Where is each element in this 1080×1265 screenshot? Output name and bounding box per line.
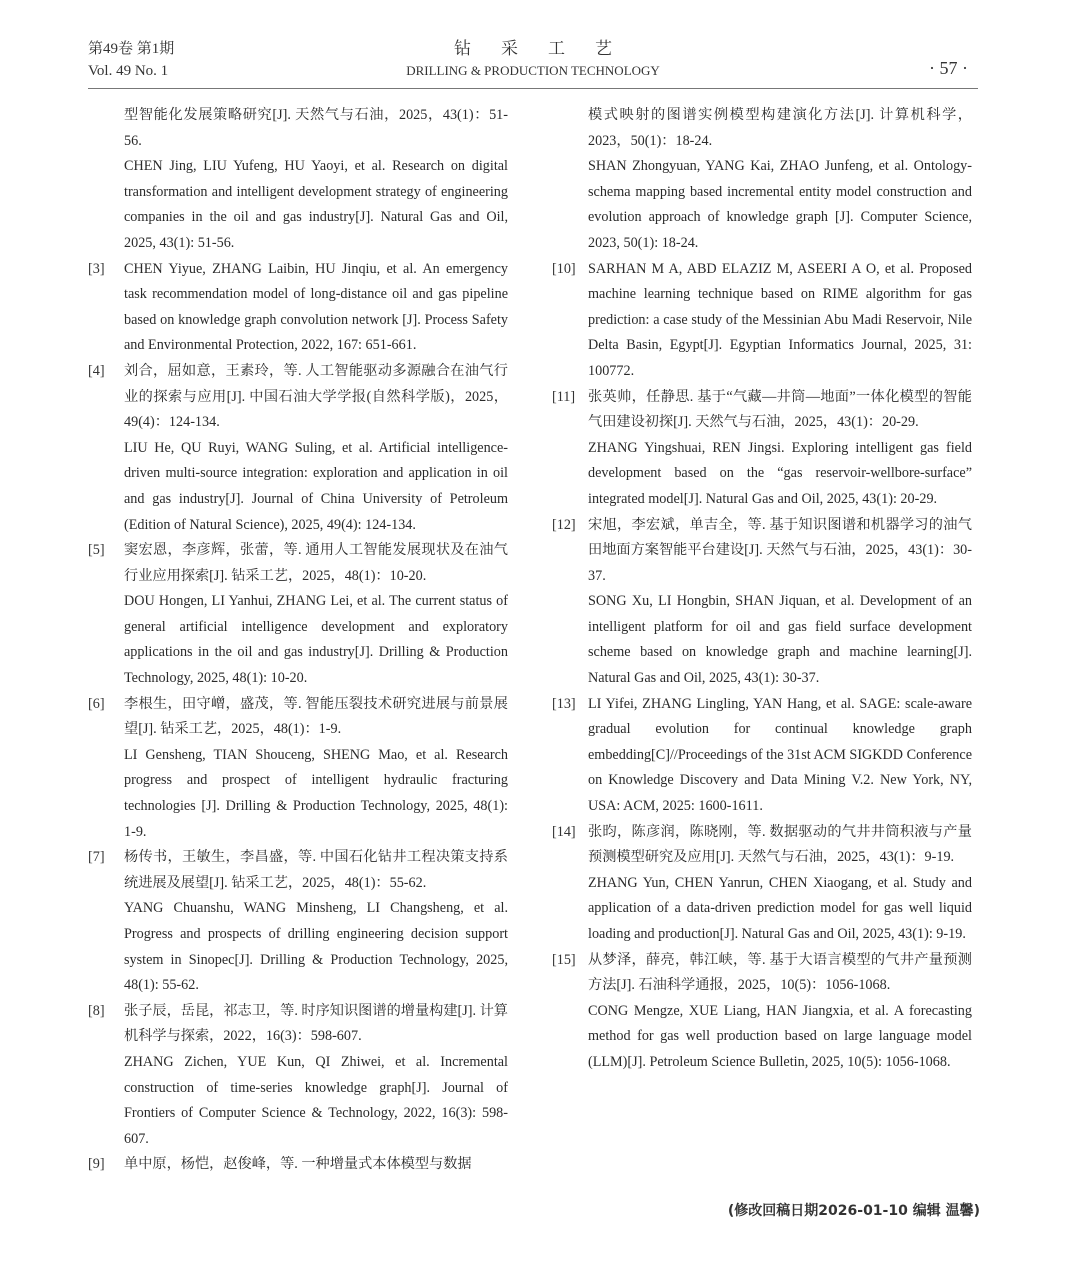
reference-item: [552, 257, 972, 385]
reference-number: [3]: [88, 260, 105, 277]
reference-en: ZHANG Zichen, YUE Kun, QI Zhiwei, et al. Incremental construction of time-series knowledge graph[J]. Journal of Frontiers of Computer Science & Technology, 2022, 16(3): 598-607.: [124, 1053, 508, 1147]
reference-number: [10]: [552, 260, 576, 277]
journal-title: [88, 38, 978, 82]
reference-en: ZHANG Yun, CHEN Yanrun, CHEN Xiaogang, et al. Study and application of a data-driven prediction model for gas well liquid loading and production[J]. Natural Gas and Oil, 2025, 43(1): 9-19.: [588, 874, 972, 942]
reference-cn: CHEN Yiyue, ZHANG Laibin, HU Jinqiu, et al. An emergency task recommendation model of long-distance oil and gas pipeline based on knowledge graph convolution network [J]. Process Safety and Environmental Protection, 2022, 167: 651-661.: [124, 260, 508, 354]
reference-continuation: [552, 103, 972, 257]
reference-en: CHEN Jing, LIU Yufeng, HU Yaoyi, et al. Research on digital transformation and intelligent development strategy of engineering companies in the oil and gas industry[J]. Natural Gas and Oil, 2025, 43(1): 51-56.: [124, 158, 508, 251]
page-header: [88, 38, 978, 89]
reference-cn: LI Yifei, ZHANG Lingling, YAN Hang, et al. SAGE: scale-aware gradual evolution for continual knowledge graph embedding[C]//Proceedings of the 31st ACM SIGKDD Conference on Knowledge Discovery and Data Mining V.2. New York, NY, USA: ACM, 2025: 1600-1611.: [588, 695, 972, 815]
reference-cn: 窦宏恩，李彦辉，张蕾，等. 通用人工智能发展现状及在油气行业应用探索[J]. 钻采工艺，2025，48(1)：10-20.: [124, 542, 508, 584]
reference-number: [4]: [88, 362, 105, 379]
reference-item: [88, 845, 508, 999]
revision-date-editor-note: (修改回稿日期2026-01-10 编辑 温馨): [727, 1203, 980, 1219]
reference-number: [8]: [88, 1002, 105, 1019]
reference-en: DOU Hongen, LI Yanhui, ZHANG Lei, et al. The current status of general artificial intelligence development and exploratory applications in the oil and gas industry[J]. Drilling & Production Technology, 2025, 48(1): 10-20.: [124, 593, 508, 687]
reference-number: [6]: [88, 695, 105, 712]
reference-number: [5]: [88, 542, 105, 559]
journal-title-cn: 钻采工艺: [454, 39, 642, 58]
reference-cn: 宋旭，李宏斌，单吉全，等. 基于知识图谱和机器学习的油气田地面方案智能平台建设[J]. 天然气与石油，2025，43(1)：30-37.: [588, 516, 972, 584]
reference-continuation: [88, 103, 508, 257]
reference-cn: 单中原，杨恺，赵俊峰，等. 一种增量式本体模型与数据: [124, 1156, 472, 1173]
reference-item: [552, 385, 972, 513]
left-column: [88, 103, 508, 1178]
volume-cn: 第49卷 第1期: [88, 41, 175, 57]
page-number: · 57 ·: [929, 58, 968, 78]
reference-en: LIU He, QU Ruyi, WANG Suling, et al. Artificial intelligence-driven multi-source integration: exploration and application in oil and gas industry[J]. Journal of China University of Petroleum (Edition of Natural Science), 2025, 49(4): 124-134.: [124, 439, 508, 533]
right-column: [552, 103, 972, 1076]
reference-item: [552, 513, 972, 692]
reference-item: [88, 692, 508, 846]
reference-item: [88, 538, 508, 692]
reference-item: [88, 257, 508, 359]
reference-item: [552, 692, 972, 820]
reference-en: SHAN Zhongyuan, YANG Kai, ZHAO Junfeng, et al. Ontology-schema mapping based incremental entity model construction and evolution approach of knowledge graph [J]. Computer Science, 2023, 50(1): 18-24.: [588, 158, 972, 251]
reference-cn: 杨传书，王敏生，李昌盛，等. 中国石化钻井工程决策支持系统进展及展望[J]. 钻采工艺，2025，48(1)：55-62.: [124, 849, 508, 891]
reference-cn: 张英帅，任静思. 基于“气藏—井筒—地面”一体化模型的智能气田建设初探[J]. 天然气与石油，2025，43(1)：20-29.: [588, 388, 972, 431]
reference-item: [88, 359, 508, 538]
reference-number: [13]: [552, 695, 576, 712]
reference-item: [88, 1152, 508, 1178]
reference-cn: 模式映射的图谱实例模型构建演化方法[J]. 计算机科学，2023，50(1)：18-24.: [588, 107, 972, 149]
journal-title-en: DRILLING & PRODUCTION TECHNOLOGY: [406, 63, 660, 78]
reference-number: [9]: [88, 1156, 105, 1173]
reference-number: [7]: [88, 849, 105, 866]
reference-number: [14]: [552, 823, 576, 840]
reference-cn: 张子辰，岳昆，祁志卫，等. 时序知识图谱的增量构建[J]. 计算机科学与探索，2022，16(3)：598-607.: [124, 1002, 508, 1045]
reference-cn: SARHAN M A, ABD ELAZIZ M, ASEERI A O, et al. Proposed machine learning technique based on RIME algorithm for gas prediction: a case study of the Messinian Abu Madi Reservoir, Nile Delta Basin, Egypt[J]. Egyptian Informatics Journal, 2025, 31: 100772.: [588, 260, 972, 379]
reference-en: CONG Mengze, XUE Liang, HAN Jiangxia, et al. A forecasting method for gas well production based on large language model (LLM)[J]. Petroleum Science Bulletin, 2025, 10(5): 1056-1068.: [588, 1002, 972, 1070]
reference-en: LI Gensheng, TIAN Shouceng, SHENG Mao, et al. Research progress and prospect of intelligent hydraulic fracturing technologies [J]. Drilling & Production Technology, 2025, 48(1): 1-9.: [124, 746, 508, 840]
reference-cn: 刘合，屈如意，王素玲，等. 人工智能驱动多源融合在油气行业的探索与应用[J]. 中国石油大学学报(自然科学版)，2025，49(4)：124-134.: [124, 362, 508, 431]
reference-number: [15]: [552, 951, 576, 968]
reference-en: SONG Xu, LI Hongbin, SHAN Jiquan, et al. Development of an intelligent platform for oil and gas field surface development scheme based on knowledge graph and machine learning[J]. Natural Gas and Oil, 2025, 43(1): 30-37.: [588, 593, 972, 687]
volume-en: Vol. 49 No. 1: [88, 63, 169, 79]
reference-en: ZHANG Yingshuai, REN Jingsi. Exploring intelligent gas field development based on the “gas reservoir-wellbore-surface” integrated model[J]. Natural Gas and Oil, 2025, 43(1): 20-29.: [588, 439, 972, 507]
reference-number: [11]: [552, 388, 576, 405]
reference-cn: 张昀，陈彦润，陈晓刚，等. 数据驱动的气井井筒积液与产量预测模型研究及应用[J]. 天然气与石油，2025，43(1)：9-19.: [588, 823, 972, 866]
reference-item: [88, 999, 508, 1153]
reference-number: [12]: [552, 516, 576, 533]
reference-cn: 李根生，田守嶒，盛茂，等. 智能压裂技术研究进展与前景展望[J]. 钻采工艺，2025，48(1)：1-9.: [124, 695, 508, 738]
reference-item: [552, 820, 972, 948]
reference-cn: 型智能化发展策略研究[J]. 天然气与石油，2025，43(1)：51-56.: [124, 107, 508, 149]
reference-cn: 从梦泽，薛亮，韩江峡，等. 基于大语言模型的气井产量预测方法[J]. 石油科学通报，2025，10(5)：1056-1068.: [588, 951, 972, 994]
reference-item: [552, 948, 972, 1076]
reference-en: YANG Chuanshu, WANG Minsheng, LI Changsheng, et al. Progress and prospects of drilling engineering decision support system in Sinopec[J]. Drilling & Production Technology, 2025, 48(1): 55-62.: [124, 900, 508, 994]
